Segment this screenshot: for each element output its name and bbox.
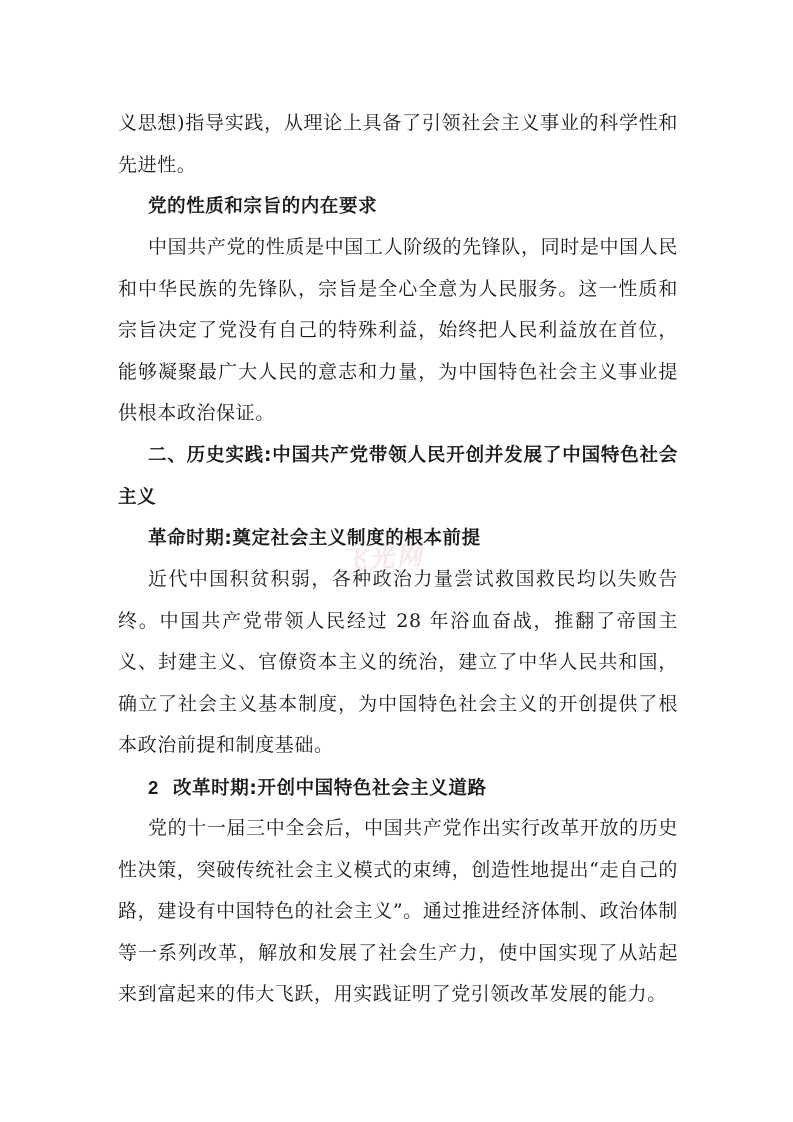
section-heading-historical-practice: 二、历史实践:中国共产党带领人民开创并发展了中国特色社会主义 — [118, 445, 678, 508]
section-heading-text: 改革时期:开创中国特色社会主义道路 — [172, 778, 487, 799]
watermark-logo: 飞光网 — [339, 541, 426, 577]
paragraph-revolution-period: 近代中国积贫积弱，各种政治力量尝试救国救民均以失败告终。中国共产党带领人民经过 28 年浴血奋战，推翻了帝国主义、封建主义、官僚资本主义的统治，建立了中华人民共和国，确立了社会主义基本制度，为中国特色社会主义的开创提供了根本政治前提和制度基础。 — [118, 568, 678, 756]
section-number: 2 — [148, 777, 159, 798]
section-heading-revolution-period: 革命时期:奠定社会主义制度的根本前提 — [148, 528, 481, 549]
paragraph-party-nature: 中国共产党的性质是中国工人阶级的先锋队，同时是中国人民和中华民族的先锋队，宗旨是全心全意为人民服务。这一性质和宗旨决定了党没有自己的特殊利益，始终把人民利益放在首位， 能够凝聚最广大人民的意志和力量，为中国特色社会主义事业提供根本政治保证。 — [118, 236, 678, 424]
section-heading-reform-period — [118, 767, 678, 810]
paragraph-reform-period: 党的十一届三中全会后，中国共产党作出实行改革开放的历史性决策，突破传统社会主义模式的束缚，创造性地提出“走自己的路，建设有中国特色的社会主义”。通过推进经济体制、政治体制等一系列改革，解放和发展了社会生产力，使中国实现了从站起来到富起来的伟大飞跃，用实践证明了党引领改革发展的能力。 — [118, 817, 678, 1005]
section-heading-party-nature: 党的性质和宗旨的内在要求 — [148, 196, 378, 217]
paragraph-continuation: 义思想)指导实践，从理论上具备了引领社会主义事业的科学性和先进性。 — [118, 112, 678, 176]
